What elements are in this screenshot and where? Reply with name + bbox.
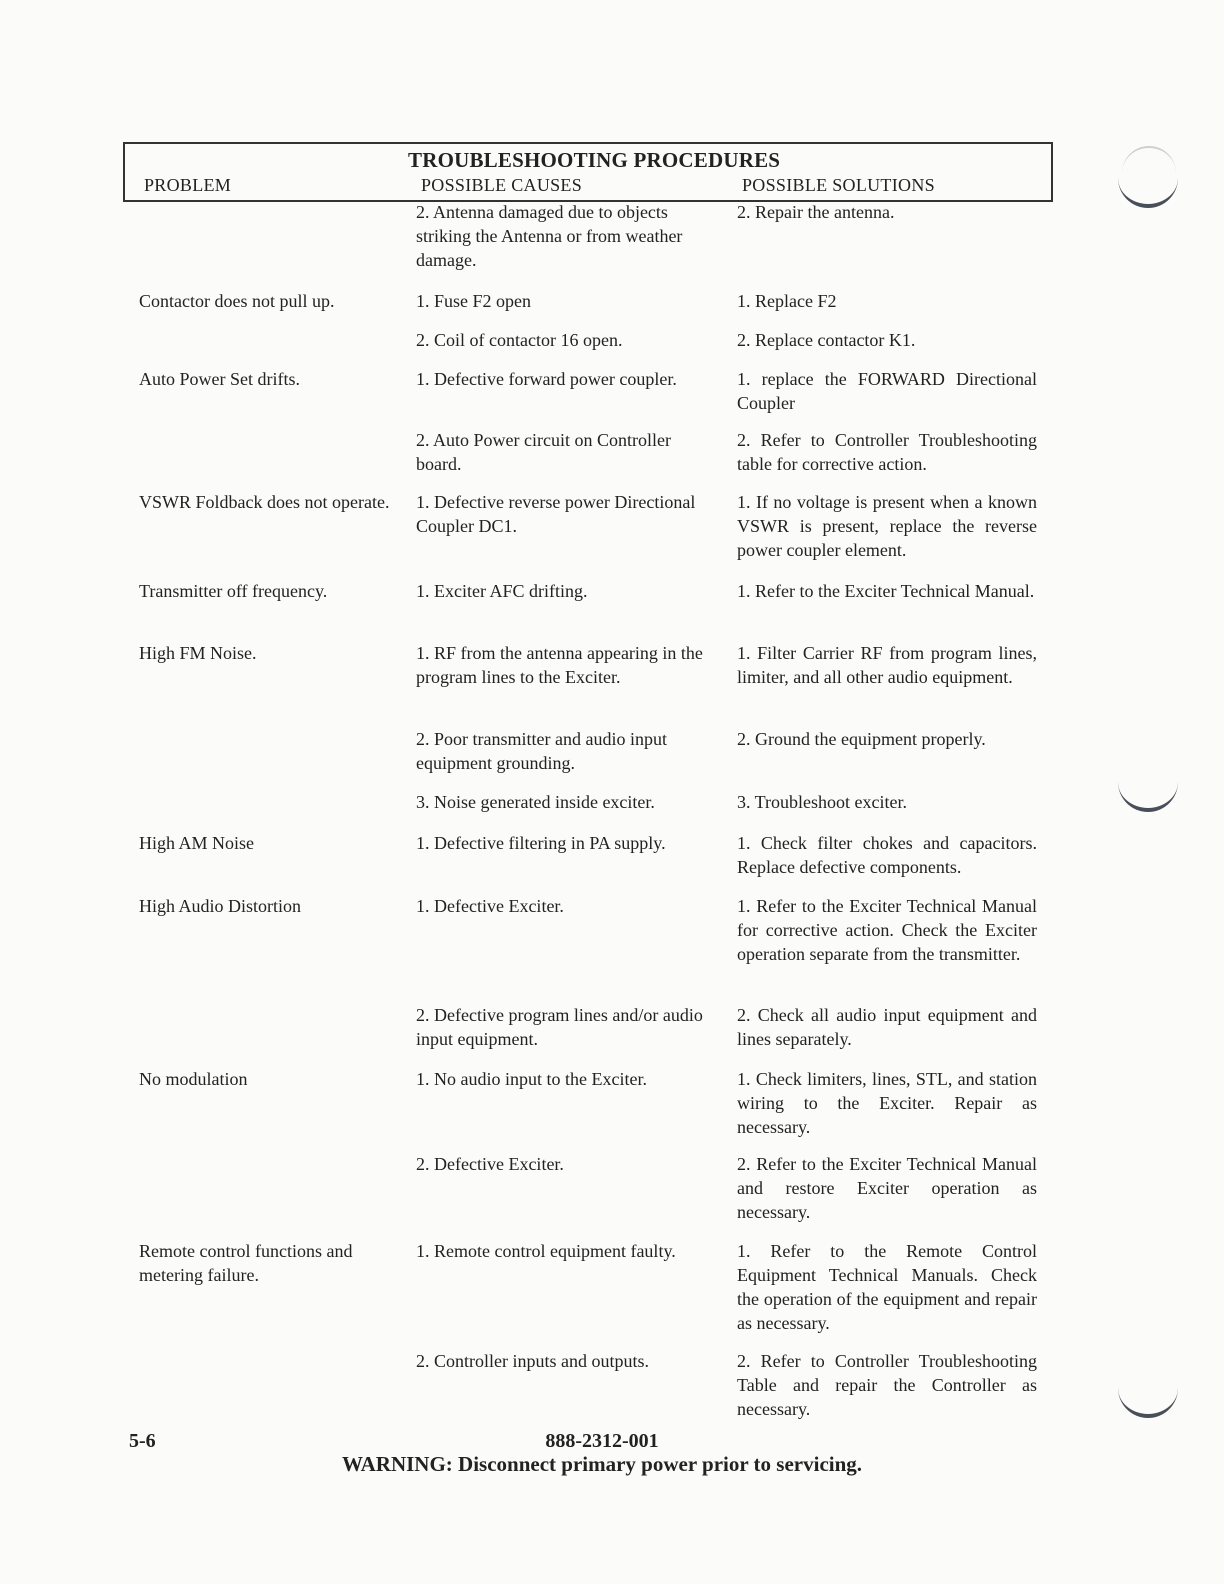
solution-cell: 2. Check all audio input equipment and lines separately. (737, 1005, 1037, 1049)
cause-cell: 1. Defective Exciter. (416, 896, 564, 916)
solution-cell: 1. Check filter chokes and capacitors. Replace defective components. (737, 833, 1037, 877)
page-number: 5-6 (129, 1430, 156, 1452)
problem-cell: High FM Noise. (139, 643, 257, 663)
cause-cell: 1. Defective forward power coupler. (416, 369, 677, 389)
column-header-solutions: POSSIBLE SOLUTIONS (742, 175, 935, 195)
solution-cell: 2. Repair the antenna. (737, 202, 895, 222)
solution-cell: 1. Refer to the Exciter Technical Manual for corrective action. Check the Exciter operation separate from the transmitter. (737, 896, 1037, 964)
cause-cell: 2. Coil of contactor 16 open. (416, 330, 623, 350)
problem-cell: VSWR Foldback does not operate. (139, 492, 390, 512)
cause-cell: 2. Poor transmitter and audio input equipment grounding. (416, 729, 667, 773)
problem-cell: High Audio Distortion (139, 896, 302, 916)
problem-cell: Contactor does not pull up. (139, 291, 335, 311)
solution-cell: 3. Troubleshoot exciter. (737, 792, 907, 812)
document-number: 888-2312-001 (545, 1430, 659, 1452)
problem-cell: High AM Noise (139, 833, 255, 853)
column-header-problem: PROBLEM (144, 175, 232, 195)
cause-cell: 2. Defective program lines and/or audio input equipment. (416, 1005, 703, 1049)
binder-hole-middle (1118, 770, 1178, 812)
solution-cell: 2. Refer to Controller Troubleshooting Table and repair the Controller as necessary. (737, 1351, 1037, 1419)
solution-cell: 1. If no voltage is present when a known VSWR is present, replace the reverse power coupler element. (737, 492, 1037, 560)
problem-cell: Remote control functions and metering failure. (139, 1241, 353, 1285)
problem-cell: Auto Power Set drifts. (139, 369, 300, 389)
cause-cell: 2. Antenna damaged due to objects striking the Antenna or from weather damage. (416, 202, 683, 270)
solution-cell: 2. Replace contactor K1. (737, 330, 916, 350)
binder-hole-bottom (1118, 1376, 1178, 1418)
solution-cell: 2. Ground the equipment properly. (737, 729, 986, 749)
solution-cell: 1. Check limiters, lines, STL, and station wiring to the Exciter. Repair as necessary. (737, 1069, 1037, 1137)
cause-cell: 2. Defective Exciter. (416, 1154, 564, 1174)
cause-cell: 1. Defective reverse power Directional Coupler DC1. (416, 492, 696, 536)
cause-cell: 1. No audio input to the Exciter. (416, 1069, 647, 1089)
safety-warning: WARNING: Disconnect primary power prior to servicing. (341, 1452, 863, 1476)
cause-cell: 2. Auto Power circuit on Controller board. (416, 430, 671, 474)
cause-cell: 1. RF from the antenna appearing in the program lines to the Exciter. (416, 643, 703, 687)
cause-cell: 2. Controller inputs and outputs. (416, 1351, 649, 1371)
solution-cell: 2. Refer to the Exciter Technical Manual and restore Exciter operation as necessary. (737, 1154, 1037, 1222)
solution-cell: 1. Refer to the Exciter Technical Manual. (737, 581, 1035, 601)
cause-cell: 3. Noise generated inside exciter. (416, 792, 655, 812)
cause-cell: 1. Fuse F2 open (416, 291, 532, 311)
column-header-causes: POSSIBLE CAUSES (421, 175, 583, 195)
solution-cell: 1. Filter Carrier RF from program lines, limiter, and all other audio equipment. (737, 643, 1037, 687)
solution-cell: 2. Refer to Controller Troubleshooting table for corrective action. (737, 430, 1037, 474)
cause-cell: 1. Defective filtering in PA supply. (416, 833, 666, 853)
page-title: TROUBLESHOOTING PROCEDURES (408, 148, 781, 172)
solution-cell: 1. Refer to the Remote Control Equipment Technical Manuals. Check the operation of the equipment and repair as necessary. (737, 1241, 1037, 1333)
cause-cell: 1. Remote control equipment faulty. (416, 1241, 676, 1261)
solution-cell: 1. replace the FORWARD Directional Coupler (737, 369, 1037, 413)
problem-cell: Transmitter off frequency. (139, 581, 328, 601)
binder-hole-top (1118, 166, 1178, 208)
cause-cell: 1. Exciter AFC drifting. (416, 581, 588, 601)
problem-cell: No modulation (139, 1069, 248, 1089)
solution-cell: 1. Replace F2 (737, 291, 837, 311)
